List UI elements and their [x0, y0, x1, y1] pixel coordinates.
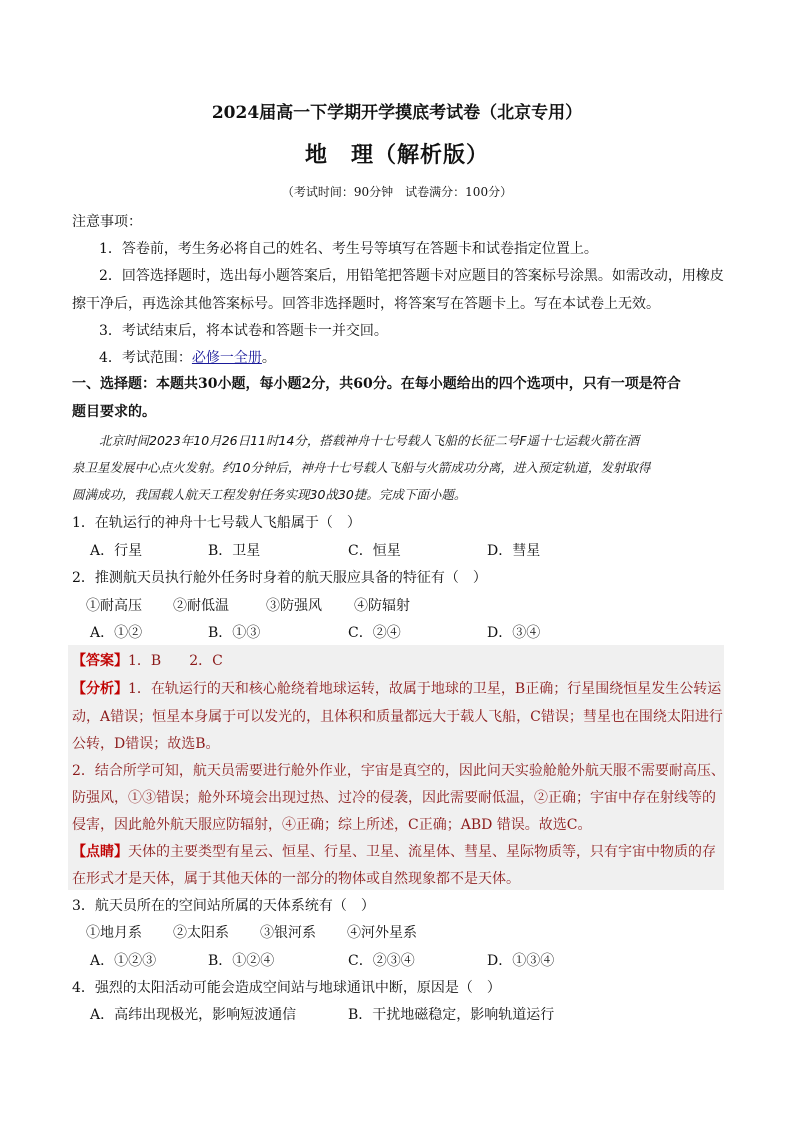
- analysis-line-5: 防强风，①③错误；舱外环境会出现过热、过冷的侵袭，因此需要耐低温，②正确；宇宙中存在射线等的: [72, 790, 716, 806]
- passage-line-2: 泉卫星发展中心点火发射。约10分钟后，神舟十七号载人飞船与火箭成功分离，进入预定轨道，发射取得: [72, 460, 651, 475]
- analysis-line-6: 侵害，因此舱外航天服应防辐射，④正确；综上所述，C正确；ABD 错误。故选C。: [72, 817, 592, 833]
- note-line-1: [72, 841, 716, 861]
- q2-option-d: D．③④: [487, 625, 541, 641]
- q1-option-d: D．彗星: [487, 543, 541, 559]
- exam-title: 2024届高一下学期开学摸底考试卷（北京专用）: [211, 103, 583, 123]
- question-1-stem: 1．在轨运行的神舟十七号载人飞船属于（ ）: [72, 515, 361, 531]
- q3-feature-1: ①地月系: [86, 925, 142, 941]
- analysis-line-4: 2．结合所学可知，航天员需要进行舱外作业，宇宙是真空的，因此问天实验舱舱外航天服不需要耐高压、: [72, 763, 725, 779]
- section-heading-line2: 题目要求的。: [72, 404, 156, 420]
- notice-item-4: [99, 347, 276, 367]
- notice-item-4-end: 。: [261, 350, 276, 366]
- q1-option-a: A．行星: [90, 543, 143, 559]
- subject-title: 地 理（解析版）: [304, 142, 489, 168]
- analysis-line-2: 动，A错误；恒星本身属于可以发光的，且体积和质量都远大于载人飞船，C错误；彗星也在围绕太阳进行: [72, 709, 723, 725]
- q3-option-c: C．②③④: [348, 953, 415, 969]
- note-tag: 【点睛】: [72, 844, 128, 860]
- q4-option-b: B．干扰地磁稳定，影响轨道运行: [348, 1007, 555, 1023]
- notice-item-2: 2．回答选择题时，选出每小题答案后，用铅笔把答题卡对应题目的答案标号涂黑。如需改动，用橡皮: [99, 268, 724, 284]
- exam-scope-link[interactable]: 必修一全册: [191, 350, 262, 366]
- exam-info: （考试时间：90分钟 试卷满分：100分）: [281, 185, 513, 199]
- q2-feature-1: ①耐高压: [86, 598, 142, 614]
- note-text-1: 天体的主要类型有星云、恒星、行星、卫星、流星体、彗星、星际物质等，只有宇宙中物质的存: [128, 844, 716, 860]
- q2-feature-2: ②耐低温: [173, 598, 229, 614]
- analysis-tag: 【分析】: [72, 681, 128, 697]
- q3-option-b: B．①②④: [208, 953, 275, 969]
- analysis-line-1: [72, 678, 721, 698]
- answer-line: [72, 650, 223, 670]
- analysis-line-3: 公转，D错误；故选B。: [72, 736, 220, 752]
- notice-item-3: 3．考试结束后，将本试卷和答题卡一并交回。: [99, 323, 388, 339]
- passage-line-1: 北京时间2023年10月26日11时14分，搭载神舟十七号载人飞船的长征二号F遥十七运载火箭在酒: [99, 433, 640, 448]
- q1-option-b: B．卫星: [208, 543, 261, 559]
- q3-feature-3: ③银河系: [260, 925, 316, 941]
- question-2-stem: 2．推测航天员执行舱外任务时身着的航天服应具备的特征有（ ）: [72, 570, 487, 586]
- q2-option-a: A．①②: [90, 625, 143, 641]
- notice-item-1: 1．答卷前，考生务必将自己的姓名、考生号等填写在答题卡和试卷指定位置上。: [99, 241, 598, 257]
- question-4-stem: 4．强烈的太阳活动可能会造成空间站与地球通讯中断，原因是（ ）: [72, 980, 501, 996]
- q2-feature-4: ④防辐射: [354, 598, 410, 614]
- q4-option-a: A．高纬出现极光，影响短波通信: [90, 1007, 297, 1023]
- notice-item-4-label: 4．考试范围：: [99, 350, 192, 366]
- notice-item-2-cont: 擦干净后，再选涂其他答案标号。回答非选择题时，将答案写在答题卡上。写在本试卷上无效。: [72, 296, 660, 312]
- answer-text: 1．B 2．C: [128, 653, 223, 669]
- analysis-text-1: 1．在轨运行的天和核心舱绕着地球运转，故属于地球的卫星，B正确；行星围绕恒星发生公转运: [128, 681, 722, 697]
- q2-option-b: B．①③: [208, 625, 261, 641]
- q2-option-c: C．②④: [348, 625, 401, 641]
- q2-feature-3: ③防强风: [266, 598, 322, 614]
- answer-tag: 【答案】: [72, 653, 128, 669]
- q1-option-c: C．恒星: [348, 543, 401, 559]
- q3-option-a: A．①②③: [90, 953, 157, 969]
- question-3-stem: 3．航天员所在的空间站所属的天体系统有（ ）: [72, 898, 375, 914]
- q3-feature-2: ②太阳系: [173, 925, 229, 941]
- q3-feature-4: ④河外星系: [347, 925, 417, 941]
- note-line-2: 在形式才是天体，属于其他天体的一部分的物体或自然现象都不是天体。: [72, 871, 520, 887]
- passage-line-3: 圆满成功，我国载人航天工程发射任务实现30战30捷。完成下面小题。: [72, 487, 467, 502]
- notice-heading: 注意事项：: [72, 214, 142, 230]
- q3-option-d: D．①③④: [487, 953, 555, 969]
- section-heading-line1: 一、选择题：本题共30小题，每小题2分，共60分。在每小题给出的四个选项中，只有一项是符合: [72, 376, 681, 392]
